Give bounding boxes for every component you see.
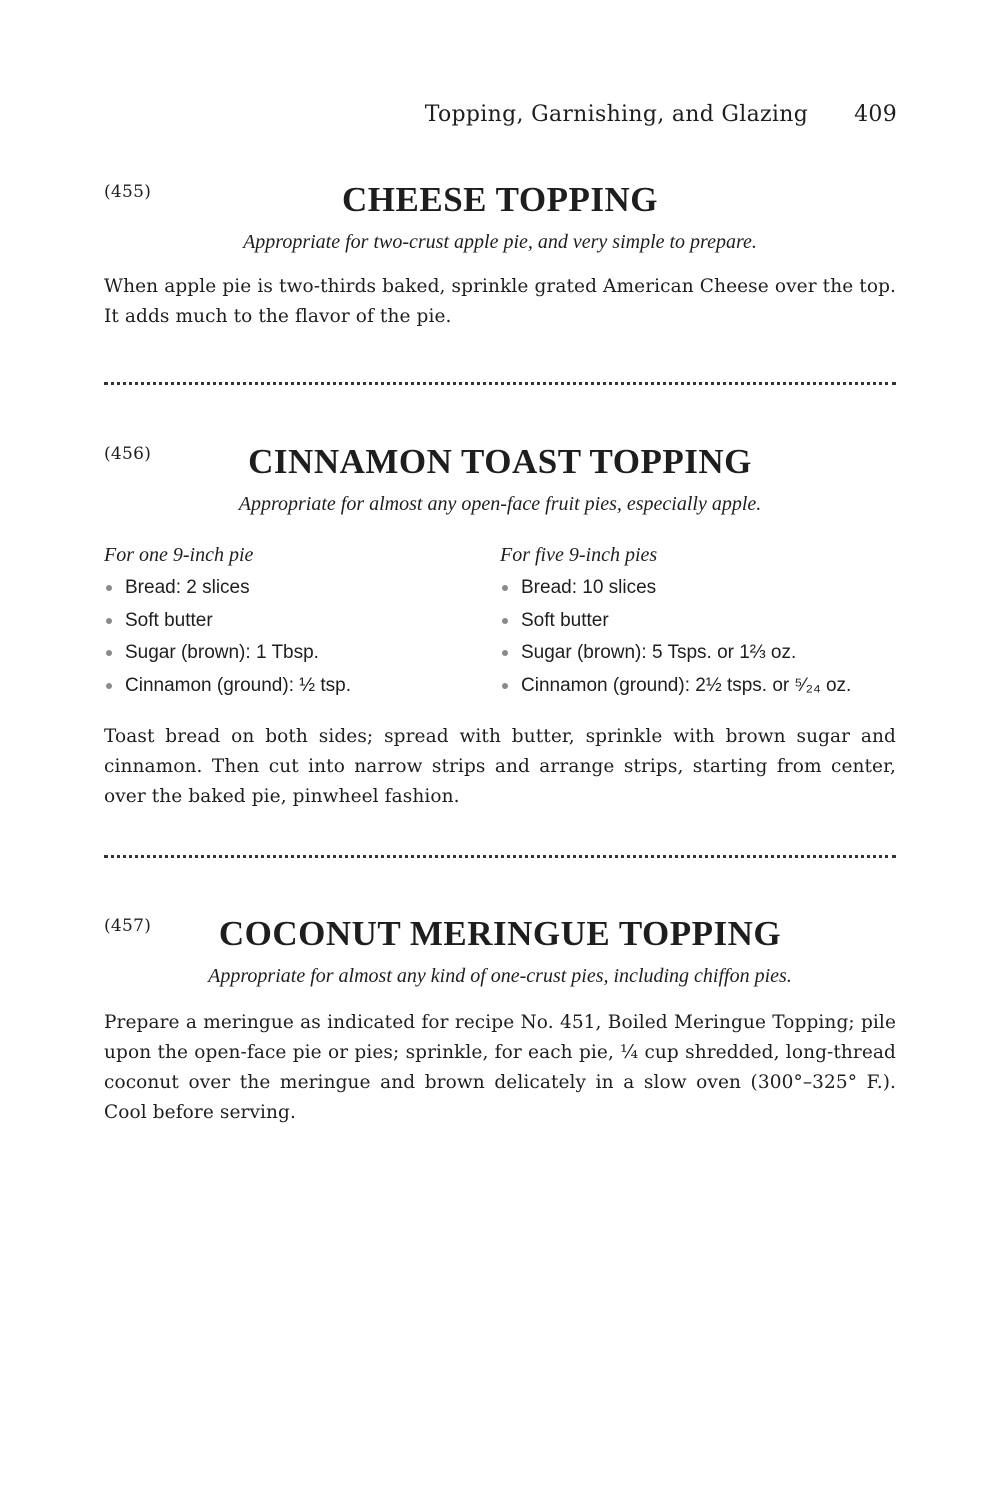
recipe-title: COCONUT MERINGUE TOPPING bbox=[218, 914, 782, 953]
bullet-icon bbox=[106, 650, 112, 656]
bullet-icon bbox=[106, 585, 112, 591]
recipe-subtitle: Appropriate for almost any open-face fruit pies, especially apple. bbox=[238, 493, 762, 515]
ingredients-five-pies bbox=[500, 540, 896, 702]
section-divider bbox=[104, 382, 896, 385]
bullet-icon bbox=[502, 618, 508, 624]
section-divider bbox=[104, 855, 896, 858]
ingredient-item: Cinnamon (ground): ½ tsp. bbox=[104, 670, 500, 703]
ingredient-item: Sugar (brown): 1 Tbsp. bbox=[104, 637, 500, 670]
recipe-cheese-topping bbox=[104, 178, 896, 332]
recipe-number: (456) bbox=[104, 444, 152, 464]
ingredient-list bbox=[104, 572, 500, 702]
recipe-subtitle: Appropriate for two-crust apple pie, and very simple to prepare. bbox=[243, 231, 757, 253]
ingredient-item: Bread: 2 slices bbox=[104, 572, 500, 605]
recipe-instructions: Toast bread on both sides; spread with butter, sprinkle with brown sugar and cinnamon. Then cut into narrow strips and arrange strips, starting from center, over the baked pie, pinwheel fashion. bbox=[104, 726, 896, 807]
recipe-coconut-meringue-topping bbox=[104, 912, 896, 1128]
ingredient-item: Sugar (brown): 5 Tsps. or 1⅔ oz. bbox=[500, 637, 896, 670]
ingredient-columns bbox=[104, 540, 896, 702]
bullet-icon bbox=[502, 585, 508, 591]
bullet-icon bbox=[106, 618, 112, 624]
ingredient-column-heading: For one 9-inch pie bbox=[104, 544, 254, 566]
recipe-subtitle: Appropriate for almost any kind of one-crust pies, including chiffon pies. bbox=[208, 965, 792, 987]
recipe-instructions: Prepare a meringue as indicated for recipe No. 451, Boiled Meringue Topping; pile upon the open-face pie or pies; sprinkle, for each pie, ¼ cup shredded, long-thread coconut over the meringue and brown delicately in a slow oven (300°–325° F.). Cool before serving. bbox=[104, 1012, 896, 1123]
ingredients-one-pie bbox=[104, 540, 500, 702]
recipe-heading bbox=[104, 440, 896, 490]
recipe-instructions: When apple pie is two-thirds baked, sprinkle grated American Cheese over the top. It adds much to the flavor of the pie. bbox=[104, 276, 896, 327]
running-header bbox=[425, 102, 897, 127]
ingredient-item: Soft butter bbox=[104, 605, 500, 638]
ingredient-list bbox=[500, 572, 896, 702]
bullet-icon bbox=[106, 683, 112, 689]
recipe-heading bbox=[104, 178, 896, 228]
bullet-icon bbox=[502, 683, 508, 689]
recipe-title: CHEESE TOPPING bbox=[342, 180, 658, 219]
ingredient-item: Bread: 10 slices bbox=[500, 572, 896, 605]
ingredient-column-heading: For five 9-inch pies bbox=[500, 544, 658, 566]
bullet-icon bbox=[502, 650, 508, 656]
recipe-title: CINNAMON TOAST TOPPING bbox=[248, 442, 752, 481]
ingredient-item: Cinnamon (ground): 2½ tsps. or ⁵⁄₂₄ oz. bbox=[500, 670, 896, 703]
section-title: Topping, Garnishing, and Glazing bbox=[424, 102, 809, 127]
page-number: 409 bbox=[854, 102, 897, 127]
recipe-number: (455) bbox=[104, 182, 152, 202]
recipe-number: (457) bbox=[104, 916, 152, 936]
recipe-heading bbox=[104, 912, 896, 962]
ingredient-item: Soft butter bbox=[500, 605, 896, 638]
recipe-cinnamon-toast-topping bbox=[104, 440, 896, 812]
